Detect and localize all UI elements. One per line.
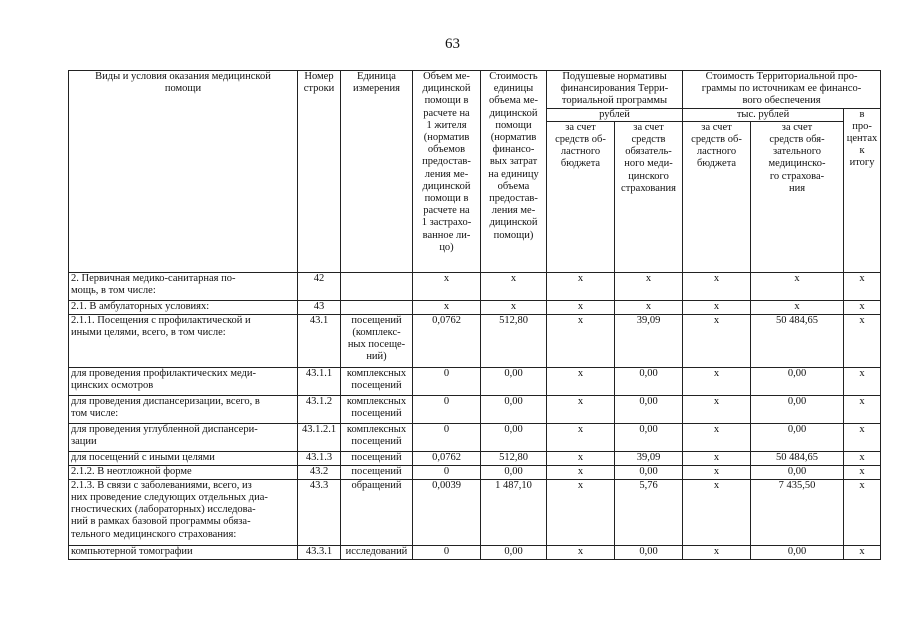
header-unit-cost: Стоимость единицы объема ме- дицинской помощи (норматив финансо- вых затрат на единицу объема предостав- ления ме- дицинской помощи)	[481, 71, 547, 273]
cell-oms-norm: 0,00	[615, 465, 683, 479]
cell-regional-norm: х	[547, 300, 615, 314]
cell-volume: 0	[413, 465, 481, 479]
header-unit: Единица измерения	[341, 71, 413, 273]
row-number: 43.3.1	[298, 545, 341, 559]
table-row	[69, 272, 881, 300]
row-unit: комплексных посещений	[341, 423, 413, 451]
row-unit: посещений (комплекс- ных посеще- ний)	[341, 314, 413, 367]
cell-oms-norm: 0,00	[615, 545, 683, 559]
row-name: для посещений с иными целями	[69, 451, 298, 465]
cell-regional-cost: х	[683, 314, 751, 367]
cell-unit-cost: 0,00	[481, 545, 547, 559]
cell-regional-cost: х	[683, 367, 751, 395]
row-number: 43.2	[298, 465, 341, 479]
cell-percent: х	[844, 314, 881, 367]
cell-percent: х	[844, 451, 881, 465]
row-name: компьютерной томографии	[69, 545, 298, 559]
cell-unit-cost: 0,00	[481, 367, 547, 395]
cell-oms-norm: х	[615, 300, 683, 314]
cell-regional-norm: х	[547, 545, 615, 559]
table-row	[69, 451, 881, 465]
row-number: 42	[298, 272, 341, 300]
cell-oms-norm: 0,00	[615, 423, 683, 451]
cell-regional-cost: х	[683, 395, 751, 423]
cell-regional-norm: х	[547, 367, 615, 395]
cell-oms-norm: 39,09	[615, 314, 683, 367]
cell-oms-cost: х	[751, 272, 844, 300]
table-row	[69, 479, 881, 545]
cell-percent: х	[844, 465, 881, 479]
row-number: 43.1.2.1	[298, 423, 341, 451]
row-number: 43.1.3	[298, 451, 341, 465]
row-unit	[341, 272, 413, 300]
cell-oms-cost: 50 484,65	[751, 314, 844, 367]
row-unit: посещений	[341, 451, 413, 465]
cell-regional-cost: х	[683, 465, 751, 479]
cell-volume: 0,0762	[413, 314, 481, 367]
header-oms-norm: за счет средств обязатель- ного меди- цинского страхования	[615, 121, 683, 272]
cell-unit-cost: х	[481, 300, 547, 314]
cell-unit-cost: 0,00	[481, 395, 547, 423]
cell-regional-norm: х	[547, 479, 615, 545]
cell-oms-norm: 39,09	[615, 451, 683, 465]
row-name: для проведения углубленной диспансери- зации	[69, 423, 298, 451]
cell-regional-norm: х	[547, 451, 615, 465]
row-unit: исследований	[341, 545, 413, 559]
row-name: 2.1. В амбулаторных условиях:	[69, 300, 298, 314]
cell-volume: 0	[413, 395, 481, 423]
header-program-cost: Стоимость Территориальной про- граммы по источникам ее финансо- вого обеспечения	[683, 71, 881, 109]
cell-unit-cost: 512,80	[481, 451, 547, 465]
cell-regional-norm: х	[547, 272, 615, 300]
cell-oms-cost: 0,00	[751, 395, 844, 423]
cell-volume: 0,0762	[413, 451, 481, 465]
cell-regional-cost: х	[683, 545, 751, 559]
table-row	[69, 300, 881, 314]
cell-unit-cost: 1 487,10	[481, 479, 547, 545]
cell-oms-cost: 0,00	[751, 367, 844, 395]
header-regional-budget-cost: за счет средств об- ластного бюджета	[683, 121, 751, 272]
row-number: 43.1.2	[298, 395, 341, 423]
header-oms-cost: за счет средств обя- зательного медицинско- го страхова- ния	[751, 121, 844, 272]
header-unit-thousand-rubles: тыс. рублей	[683, 108, 844, 121]
cell-volume: 0,0039	[413, 479, 481, 545]
header-unit-rubles: рублей	[547, 108, 683, 121]
header-regional-budget-norm: за счет средств об- ластного бюджета	[547, 121, 615, 272]
cell-oms-cost: 0,00	[751, 545, 844, 559]
cell-regional-cost: х	[683, 451, 751, 465]
cell-regional-cost: х	[683, 423, 751, 451]
page-number: 63	[445, 36, 460, 52]
cell-oms-cost: 50 484,65	[751, 451, 844, 465]
row-unit: посещений	[341, 465, 413, 479]
cell-oms-cost: 0,00	[751, 465, 844, 479]
header-row-number: Номер строки	[298, 71, 341, 273]
cell-percent: х	[844, 367, 881, 395]
cell-regional-cost: х	[683, 272, 751, 300]
row-number: 43.1.1	[298, 367, 341, 395]
cell-oms-norm: 5,76	[615, 479, 683, 545]
cell-regional-norm: х	[547, 395, 615, 423]
cell-volume: х	[413, 272, 481, 300]
cell-regional-cost: х	[683, 300, 751, 314]
row-number: 43.1	[298, 314, 341, 367]
row-unit	[341, 300, 413, 314]
cell-oms-norm: 0,00	[615, 395, 683, 423]
cell-volume: 0	[413, 423, 481, 451]
table-row	[69, 423, 881, 451]
row-unit: обращений	[341, 479, 413, 545]
cell-unit-cost: 0,00	[481, 423, 547, 451]
cell-unit-cost: 512,80	[481, 314, 547, 367]
cell-regional-norm: х	[547, 314, 615, 367]
header-volume: Объем ме- дицинской помощи в расчете на 1 жителя (норматив объемов предостав- ления ме- дицинской помощи в расчете на 1 застрахо- ванное ли- цо)	[413, 71, 481, 273]
row-name: 2.1.3. В связи с заболеваниями, всего, из них проведение следующих отдельных диа- гностических (лабораторных) исследова- ний в рамках базовой программы обяза- тельного медицинского страхования:	[69, 479, 298, 545]
cell-percent: х	[844, 300, 881, 314]
row-number: 43.3	[298, 479, 341, 545]
cell-percent: х	[844, 395, 881, 423]
cell-oms-cost: х	[751, 300, 844, 314]
row-unit: комплексных посещений	[341, 395, 413, 423]
cell-regional-cost: х	[683, 479, 751, 545]
program-cost-table	[68, 70, 881, 560]
cell-percent: х	[844, 423, 881, 451]
cell-regional-norm: х	[547, 465, 615, 479]
cell-volume: 0	[413, 545, 481, 559]
row-name: для проведения профилактических меди- цинских осмотров	[69, 367, 298, 395]
header-service-type: Виды и условия оказания медицинской помощи	[69, 71, 298, 273]
row-name: для проведения диспансеризации, всего, в том числе:	[69, 395, 298, 423]
row-unit: комплексных посещений	[341, 367, 413, 395]
table-row	[69, 367, 881, 395]
cell-unit-cost: 0,00	[481, 465, 547, 479]
cell-percent: х	[844, 479, 881, 545]
cell-oms-cost: 0,00	[751, 423, 844, 451]
cell-oms-norm: 0,00	[615, 367, 683, 395]
cell-oms-cost: 7 435,50	[751, 479, 844, 545]
cell-oms-norm: х	[615, 272, 683, 300]
cell-percent: х	[844, 545, 881, 559]
row-name: 2.1.1. Посещения с профилактической и иными целями, всего, в том числе:	[69, 314, 298, 367]
cell-percent: х	[844, 272, 881, 300]
table-row	[69, 545, 881, 559]
table-row	[69, 395, 881, 423]
row-name: 2. Первичная медико-санитарная по- мощь, в том числе:	[69, 272, 298, 300]
cell-volume: 0	[413, 367, 481, 395]
cell-unit-cost: х	[481, 272, 547, 300]
table-row	[69, 314, 881, 367]
header-percent-total: в про- центах к итогу	[844, 108, 881, 272]
header-per-capita-norms: Подушевые нормативы финансирования Терри- ториальной программы	[547, 71, 683, 109]
cell-regional-norm: х	[547, 423, 615, 451]
cell-volume: х	[413, 300, 481, 314]
row-number: 43	[298, 300, 341, 314]
table-row	[69, 465, 881, 479]
row-name: 2.1.2. В неотложной форме	[69, 465, 298, 479]
